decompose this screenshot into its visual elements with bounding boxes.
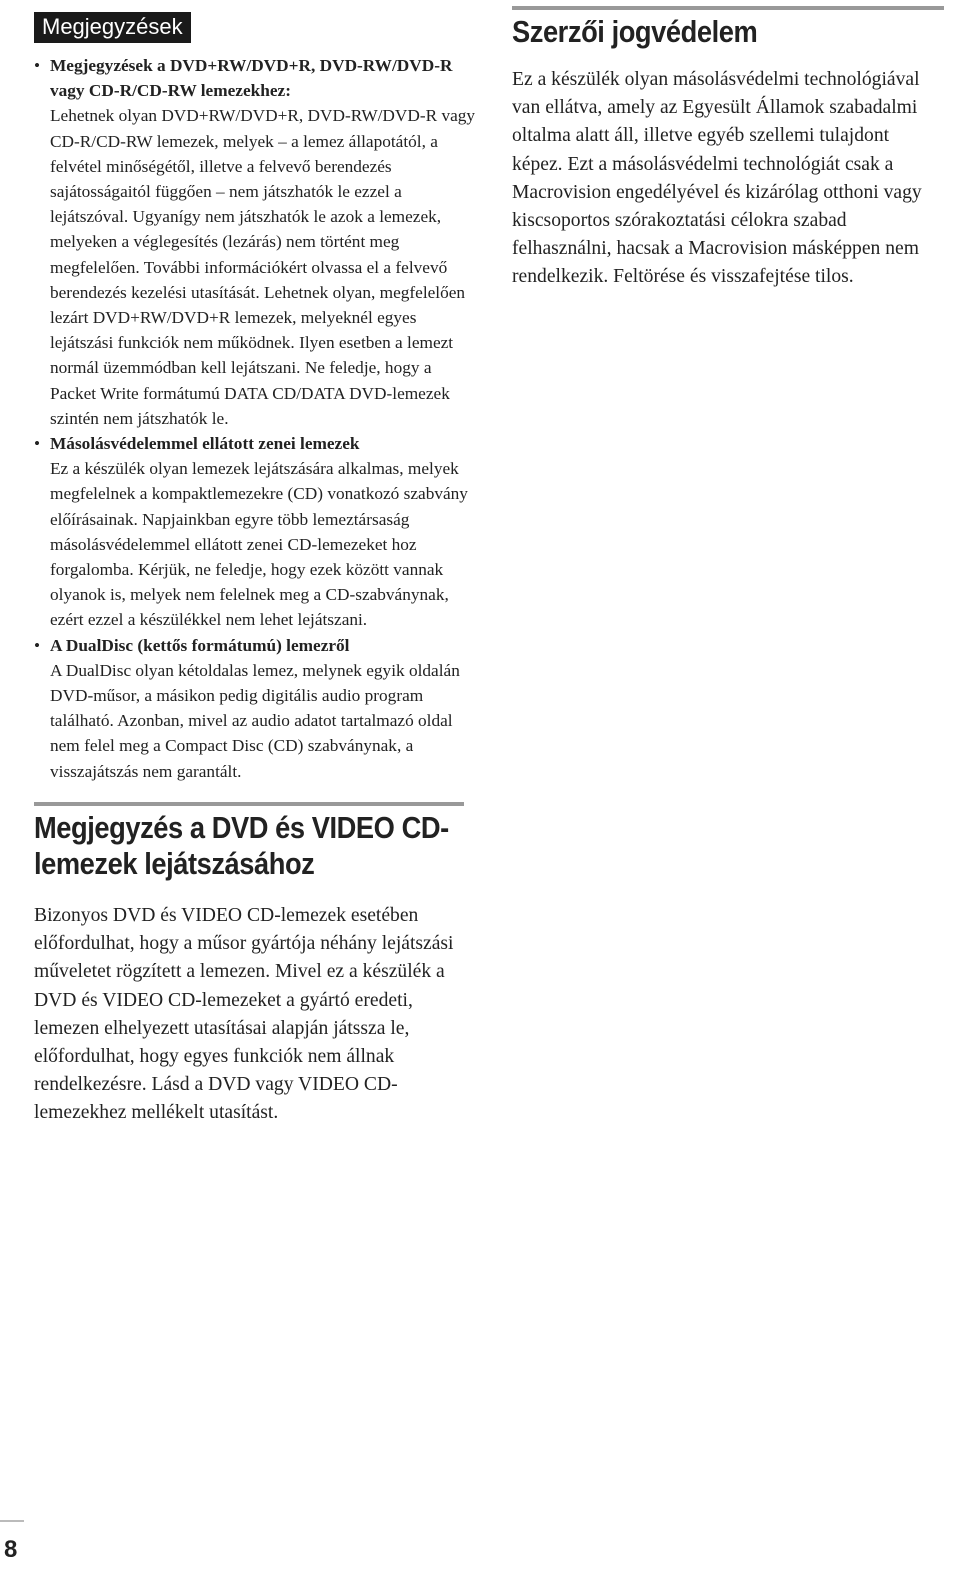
list-item <box>34 53 479 431</box>
page-number: 8 <box>4 1536 18 1563</box>
notes-label: Megjegyzések <box>34 12 191 43</box>
notes-list <box>34 53 479 784</box>
playback-heading: Megjegyzés a DVD és VIDEO CD-lemezek lejátszásához <box>34 809 449 881</box>
note-body: Ez a készülék olyan lemezek lejátszására alkalmas, melyek megfelelnek a kompaktlemezekre (CD) vonatkozó szabvány előírásainak. Napjainkban egyre több lemeztársaság másolásvédelemmel ellátott zenei CD-lemezeket hoz forgalomba. Kérjük, ne feledje, hogy ezek között vannak olyanok is, melyek nem felelnek meg a CD-szabványnak, ezért ezzel a készülékkel nem lehet lejátszani. <box>50 459 468 630</box>
note-body: A DualDisc olyan kétoldalas lemez, melynek egyik oldalán DVD-műsor, a másikon pedig digitális audio program található. Azonban, mivel az audio adatot tartalmazó oldal nem felel meg a Compact Disc (CD) szabványnak, a visszajátszás nem garantált. <box>50 660 460 781</box>
left-column <box>34 12 479 1128</box>
copyright-heading: Szerzői jogvédelem <box>512 14 758 49</box>
list-item <box>34 431 479 633</box>
note-title: • Megjegyzések a DVD+RW/DVD+R, DVD-RW/DVD-R vagy CD-R/CD-RW lemezekhez: <box>50 56 453 101</box>
note-title: • A DualDisc (kettős formátumú) lemezről <box>50 635 350 655</box>
list-item <box>34 633 479 784</box>
playback-section <box>34 802 464 1128</box>
note-title: • Másolásvédelemmel ellátott zenei lemezek <box>50 434 360 454</box>
playback-body: Bizonyos DVD és VIDEO CD-lemezek esetében előfordulhat, hogy a műsor gyártója néhány lejátszási műveletet rögzített a lemezen. Mivel ez a készülék a DVD és VIDEO CD-lemezeket a gyártó eredeti, lemezen elhelyezett utasításai alapján játssza le, előfordulhat, hogy egyes funkciók nem állnak rendelkezésre. Lásd a DVD vagy VIDEO CD-lemezekhez mellékelt utasítást. <box>34 904 454 1124</box>
section-divider <box>34 802 464 806</box>
copyright-body: Ez a készülék olyan másolásvédelmi technológiával van ellátva, amely az Egyesült Államok szabadalmi oltalma alatt áll, illetve egyéb szellemi tulajdont képez. Ezt a másolásvédelmi technológiát csak a Macrovision engedélyével és kizárólag otthoni vagy kiscsoportos szórakoztatási célokra szabad felhasználni, hacsak a Macrovision másképpen nem rendelkezik. Feltörése és visszafejtése tilos. <box>512 69 922 288</box>
section-divider <box>512 6 944 10</box>
note-body: Lehetnek olyan DVD+RW/DVD+R, DVD-RW/DVD-R vagy CD-R/CD-RW lemezek, melyek – a lemez állapotától, a felvétel minőségétől, illetve a felvevő berendezés sajátosságaitól függően – nem játszhatók le ezzel a lejátszóval. Ugyanígy nem játszhatók le azok a lemezek, melyeken a véglegesítés (lezárás) nem történt meg megfelelően. További információkért olvassa el a felvevő berendezés kezelési utasítását. Lehetnek olyan, megfelelően lezárt DVD+RW/DVD+R lemezek, melyeknél egyes lejátszási funkciók nem működnek. Ilyen esetben a lemezt normál üzemmódban kell lejátszani. Ne feledje, hogy a Packet Write formátumú DATA CD/DATA DVD-lemezek szintén nem játszhatók le. <box>50 106 476 428</box>
right-column <box>512 6 944 292</box>
